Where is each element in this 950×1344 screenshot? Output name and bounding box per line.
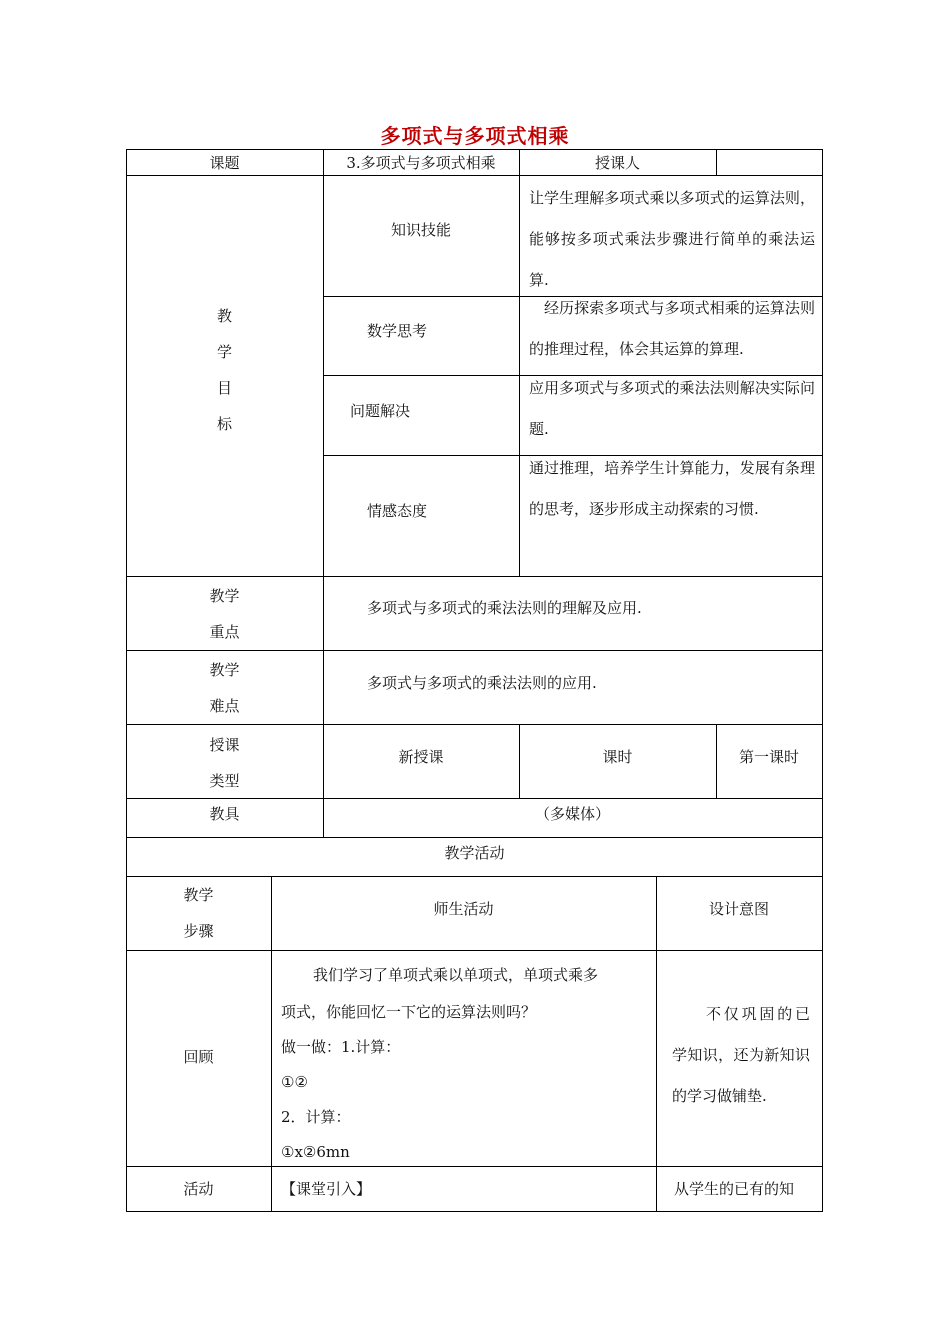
- objective-text-attitude: 通过推理，培养学生计算能力，发展有条理的思考，逐步形成主动探索的习惯.: [529, 459, 815, 518]
- objectives-label: 教 学 目 标: [216, 307, 232, 433]
- difficulty-text: 多项式与多项式的乘法法则的应用.: [367, 674, 597, 692]
- column-step: 教学 步骤: [183, 886, 214, 940]
- key-point-label: 教学 重点: [209, 587, 240, 641]
- review-step: 回顾: [183, 1048, 214, 1066]
- period-value: 第一课时: [738, 748, 799, 766]
- topic-label: 课题: [209, 154, 240, 172]
- review-activity: 我们学习了单项式乘以单项式，单项式乘多 项式，你能回忆一下它的运算法则吗？ 做一做：1.计算： ①② 2．计算： ①x②6mn: [281, 966, 599, 1161]
- period-label: 课时: [602, 748, 633, 766]
- tools-value: （多媒体）: [534, 805, 610, 823]
- difficulty-label: 教学 难点: [209, 661, 240, 715]
- lesson-type-value: 新授课: [398, 748, 444, 766]
- objective-name-thinking: 数学思考: [367, 322, 428, 340]
- objective-text-thinking: 经历探索多项式与多项式相乘的运算法则的推理过程，体会其运算的算理.: [529, 299, 815, 358]
- objective-name-problem: 问题解决: [350, 402, 411, 420]
- teacher-label: 授课人: [594, 154, 640, 172]
- tools-label: 教具: [209, 805, 240, 823]
- objective-text-knowledge: 让学生理解多项式乘以多项式的运算法则，能够按多项式乘法步骤进行简单的乘法运算.: [529, 189, 815, 289]
- activity-text: 【课堂引入】: [281, 1180, 372, 1198]
- lesson-type-label: 授课 类型: [209, 736, 240, 790]
- activities-header: 教学活动: [444, 844, 505, 862]
- objective-name-knowledge: 知识技能: [390, 221, 451, 239]
- topic-value: 3.多项式与多项式相乘: [346, 154, 496, 172]
- column-intent: 设计意图: [708, 900, 769, 918]
- key-point-text: 多项式与多项式的乘法法则的理解及应用.: [367, 599, 642, 617]
- column-activity: 师生活动: [433, 900, 494, 918]
- objective-name-attitude: 情感态度: [367, 502, 428, 520]
- review-intent: 不仅巩固的已学知识，还为新知识的学习做铺垫.: [672, 1005, 810, 1105]
- activity-step: 活动: [183, 1180, 214, 1198]
- objective-text-problem: 应用多项式与多项式的乘法法则解决实际问题.: [529, 379, 815, 438]
- document-title: 多项式与多项式相乘: [380, 124, 570, 148]
- activity-intent: 从学生的已有的知: [674, 1180, 795, 1198]
